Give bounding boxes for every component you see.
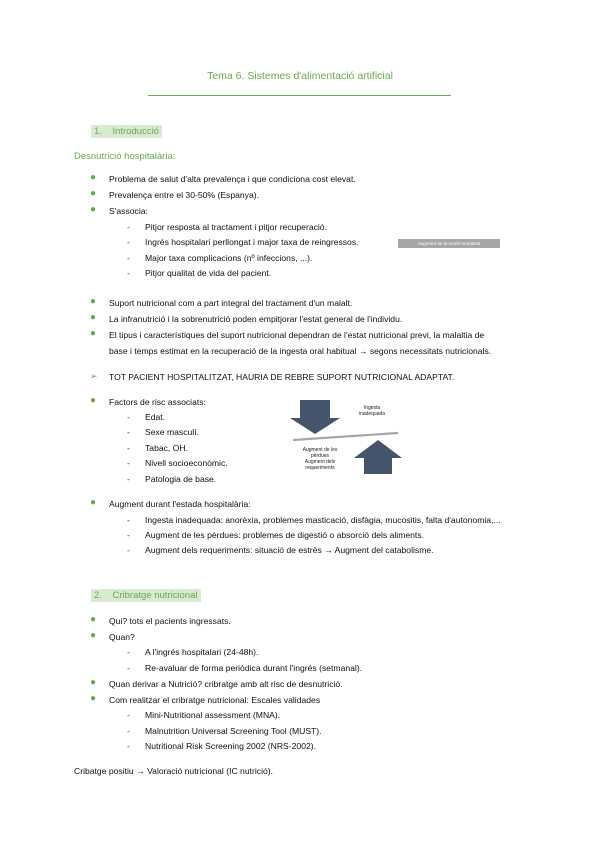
down-arrow-icon (290, 400, 340, 434)
augment-label: Augment durant l'estada hospitalària: (109, 499, 251, 509)
list-item: Quan derivar a Nutrició? cribratge amb alt risc de desnutrició. (109, 679, 343, 689)
list-item: S'associa: (109, 206, 148, 216)
list-item: Ingrés hospitalari perllongat i major taxa de reingressos. (145, 237, 359, 247)
list-item: Suport nutricional com a part integral del tractament d'un malalt. (109, 298, 353, 308)
list-item: Mini-Nutritional assessment (MNA). (145, 710, 281, 720)
page-title: Tema 6. Sistemes d'alimentació artificial (207, 70, 393, 82)
dash-icon: - (127, 530, 130, 540)
list-item: Quan? (109, 632, 135, 642)
dash-icon: - (127, 474, 130, 484)
section-1-label: Introducció (112, 126, 159, 137)
list-item: Sexe masculí. (145, 427, 199, 437)
final-note: Cribatge positiu → Valoració nutricional (IC nutrició). (74, 766, 274, 776)
section-2-number: 2. (94, 590, 102, 601)
morbi-mortalitat-badge: Augment de la morbi-mortalitat (398, 239, 500, 248)
section-2-heading (91, 590, 201, 601)
important-note: TOT PACIENT HOSPITALITZAT, HAURIA DE REBRE SUPORT NUTRICIONAL ADAPTAT. (109, 372, 455, 382)
dash-icon: - (127, 710, 130, 720)
arrow-bullet-icon: ➢ (90, 371, 98, 381)
bullet-icon: ● (90, 395, 97, 406)
dash-icon: - (127, 458, 130, 468)
title-underline (148, 95, 451, 96)
list-item: Patologia de base. (145, 474, 217, 484)
section-1-number: 1. (94, 126, 102, 137)
bullet-icon: ● (90, 497, 97, 508)
desnutricio-heading: Desnutrició hospitalària: (74, 151, 176, 162)
list-item: Pitjor qualitat de vida del pacient. (145, 268, 272, 278)
dash-icon: - (127, 443, 130, 453)
balance-beam (293, 433, 398, 440)
bullet-icon: ● (90, 296, 97, 307)
dash-icon: - (127, 412, 130, 422)
bullet-icon: ● (90, 188, 97, 199)
list-item: Augment de les pèrdues: problemes de digestió o absorció dels aliments. (145, 530, 424, 540)
diagram-label: pèrdues (310, 453, 330, 459)
list-item: A l'ingrés hospitalari (24-48h). (145, 647, 259, 657)
bullet-icon: ● (90, 693, 97, 704)
dash-icon: - (127, 237, 130, 247)
section-1-heading (91, 126, 162, 137)
dash-icon: - (127, 515, 130, 525)
list-item: Malnutrition Universal Screening Tool (MUST). (145, 726, 322, 736)
dash-icon: - (127, 545, 130, 555)
list-item: Com realitzar el cribratge nutricional: Escales validades (109, 695, 321, 705)
dash-icon: - (127, 268, 130, 278)
diagram-label: inadequada (358, 411, 386, 417)
dash-icon: - (127, 647, 130, 657)
list-item-continuation: base i temps estimat en la recuperació de la ingesta oral habitual → segons necessitats nutricionals. (109, 346, 492, 356)
bullet-icon: ● (90, 312, 97, 323)
list-item: El tipus i característiques del suport nutricional dependran de l'estat nutricional previ, la malaltia de (109, 330, 485, 340)
factors-label: Factors de risc associats: (109, 397, 206, 407)
list-item: Pitjor resposta al tractament i pitjor recuperació. (145, 222, 327, 232)
diagram-label: Ingesta (363, 405, 381, 411)
dash-icon: - (127, 427, 130, 437)
up-arrow-icon (354, 440, 402, 474)
diagram-top-label (352, 405, 392, 417)
list-item: Ingesta inadequada: anorèxia, problemes masticació, disfàgia, mucositis, falta d'autonomia,... (145, 515, 501, 525)
dash-icon: - (127, 726, 130, 736)
diagram-bottom-label (296, 447, 344, 471)
list-item: Nutritional Risk Screening 2002 (NRS-2002). (145, 741, 316, 751)
bullet-icon: ● (90, 677, 97, 688)
list-item: Major taxa complicacions (nº infeccions, ...). (145, 253, 313, 263)
list-item: La infranutrició i la sobrenutrició poden empitjorar l'estat general de l'individu. (109, 314, 403, 324)
bullet-icon: ● (90, 328, 97, 339)
diagram-label: Augment dels (304, 459, 336, 465)
list-item: Augment dels requeriments: situació de estrès → Augment del catabolisme. (145, 545, 434, 555)
bullet-icon: ● (90, 614, 97, 625)
section-2-label: Cribratge nutricional (112, 590, 198, 601)
list-item: Prevalença entre el 30-50% (Espanya). (109, 190, 259, 200)
bullet-icon: ● (90, 172, 97, 183)
dash-icon: - (127, 741, 130, 751)
bullet-icon: ● (90, 204, 97, 215)
dash-icon: - (127, 663, 130, 673)
list-item: Tabac, OH. (145, 443, 188, 453)
bullet-icon: ● (90, 630, 97, 641)
dash-icon: - (127, 222, 130, 232)
list-item: Edat. (145, 412, 166, 422)
list-item: Problema de salut d'alta prevalença i que condiciona cost elevat. (109, 174, 356, 184)
diagram-label: Augment de les (302, 447, 338, 453)
dash-icon: - (127, 253, 130, 263)
list-item: Re-avaluar de forma periòdica durant l'ingrés (setmanal). (145, 663, 363, 673)
diagram-label: requeriments (305, 465, 335, 471)
list-item: Qui? tots el pacients ingressats. (109, 616, 231, 626)
list-item: Nivell socioeconòmic. (145, 458, 228, 468)
